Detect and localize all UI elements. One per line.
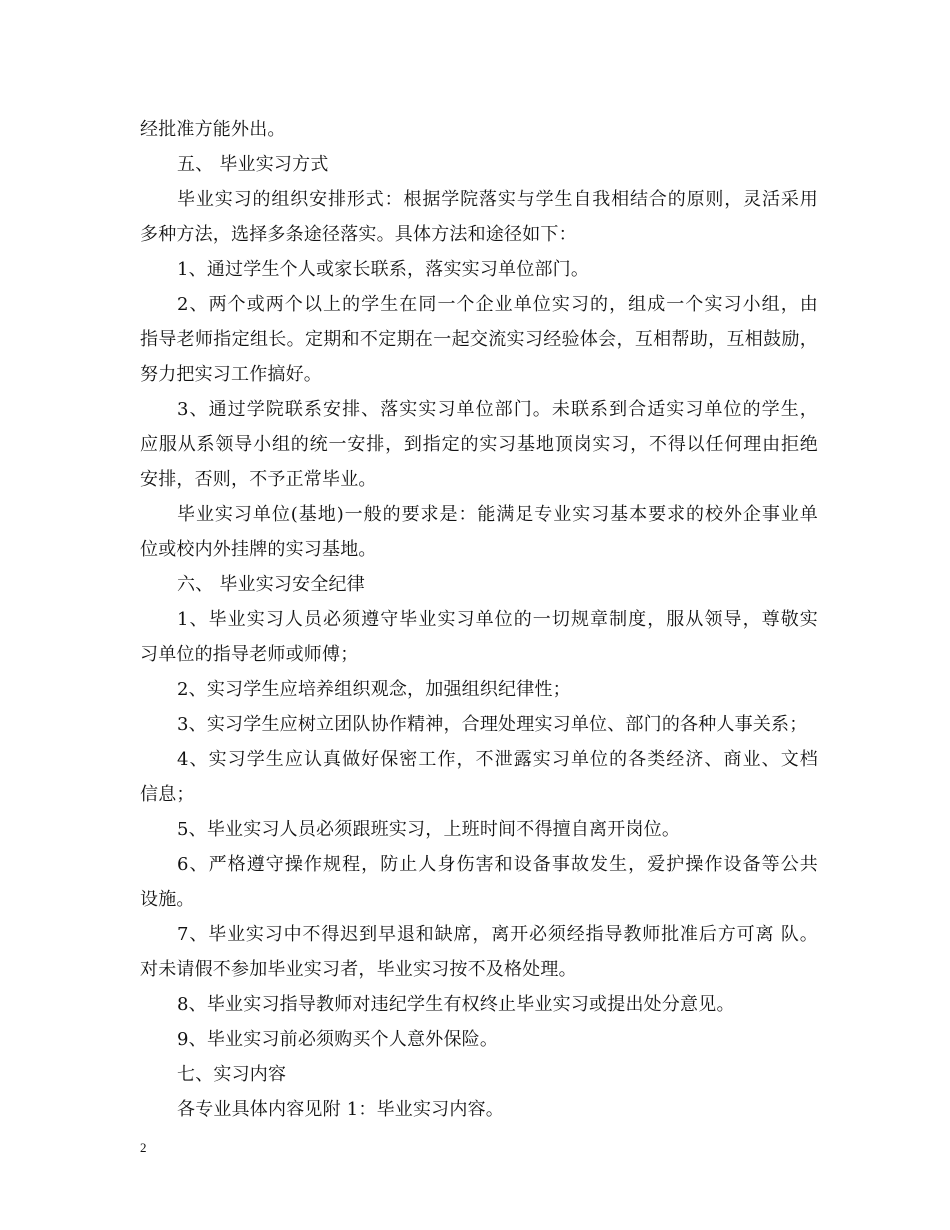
paragraph-line: 习单位的指导老师或师傅；	[140, 644, 359, 665]
paragraph-line: 努力把实习工作搞好。	[140, 364, 322, 385]
section-heading: 七、实习内容	[177, 1064, 287, 1085]
list-item: 8、毕业实习指导教师对违纪学生有权终止毕业实习或提出处分意见。	[177, 994, 735, 1015]
page-number: 2	[140, 1140, 147, 1155]
list-item: 7、毕业实习中不得迟到早退和缺席，离开必须经指导教师批准后方可离 队。	[177, 924, 818, 945]
list-item: 2、实习学生应培养组织观念，加强组织纪律性；	[177, 679, 571, 700]
list-item: 1、通过学生个人或家长联系，落实实习单位部门。	[177, 259, 590, 280]
paragraph-line: 多种方法，选择多条途径落实。具体方法和途径如下：	[140, 224, 577, 245]
paragraph-line: 设施。	[140, 889, 195, 910]
paragraph-line: 毕业实习的组织安排形式：根据学院落实与学生自我相结合的原则，灵活采用	[177, 189, 818, 210]
list-item: 4、实习学生应认真做好保密工作，不泄露实习单位的各类经济、商业、文档	[177, 749, 818, 770]
list-item: 3、通过学院联系安排、落实实习单位部门。未联系到合适实习单位的学生，	[177, 399, 818, 420]
section-heading: 五、 毕业实习方式	[177, 154, 329, 175]
paragraph-line: 安排，否则，不予正常毕业。	[140, 469, 377, 490]
list-item: 5、毕业实习人员必须跟班实习，上班时间不得擅自离开岗位。	[177, 819, 681, 840]
paragraph-line: 信息；	[140, 784, 195, 805]
list-item: 3、实习学生应树立团队协作精神，合理处理实习单位、部门的各种人事关系；	[177, 714, 808, 735]
paragraph-line: 经批准方能外出。	[140, 119, 286, 140]
document-body	[140, 112, 818, 1127]
paragraph-line: 位或校内外挂牌的实习基地。	[140, 539, 377, 560]
paragraph-line: 指导老师指定组长。定期和不定期在一起交流实习经验体会，互相帮助，互相鼓励，	[140, 329, 818, 350]
section-heading: 六、 毕业实习安全纪律	[177, 574, 365, 595]
list-item: 1、毕业实习人员必须遵守毕业实习单位的一切规章制度，服从领导，尊敬实	[177, 609, 818, 630]
list-item: 6、严格遵守操作规程，防止人身伤害和设备事故发生，爱护操作设备等公共	[177, 854, 818, 875]
paragraph-line: 应服从系领导小组的统一安排，到指定的实习基地顶岗实习，不得以任何理由拒绝	[140, 434, 818, 455]
paragraph-line: 毕业实习单位(基地)一般的要求是：能满足专业实习基本要求的校外企事业单	[177, 504, 818, 525]
paragraph-line: 对未请假不参加毕业实习者，毕业实习按不及格处理。	[140, 959, 577, 980]
list-item: 9、毕业实习前必须购买个人意外保险。	[177, 1029, 499, 1050]
list-item: 2、两个或两个以上的学生在同一个企业单位实习的，组成一个实习小组，由	[177, 294, 818, 315]
paragraph-line: 各专业具体内容见附 1：毕业实习内容。	[177, 1099, 504, 1120]
